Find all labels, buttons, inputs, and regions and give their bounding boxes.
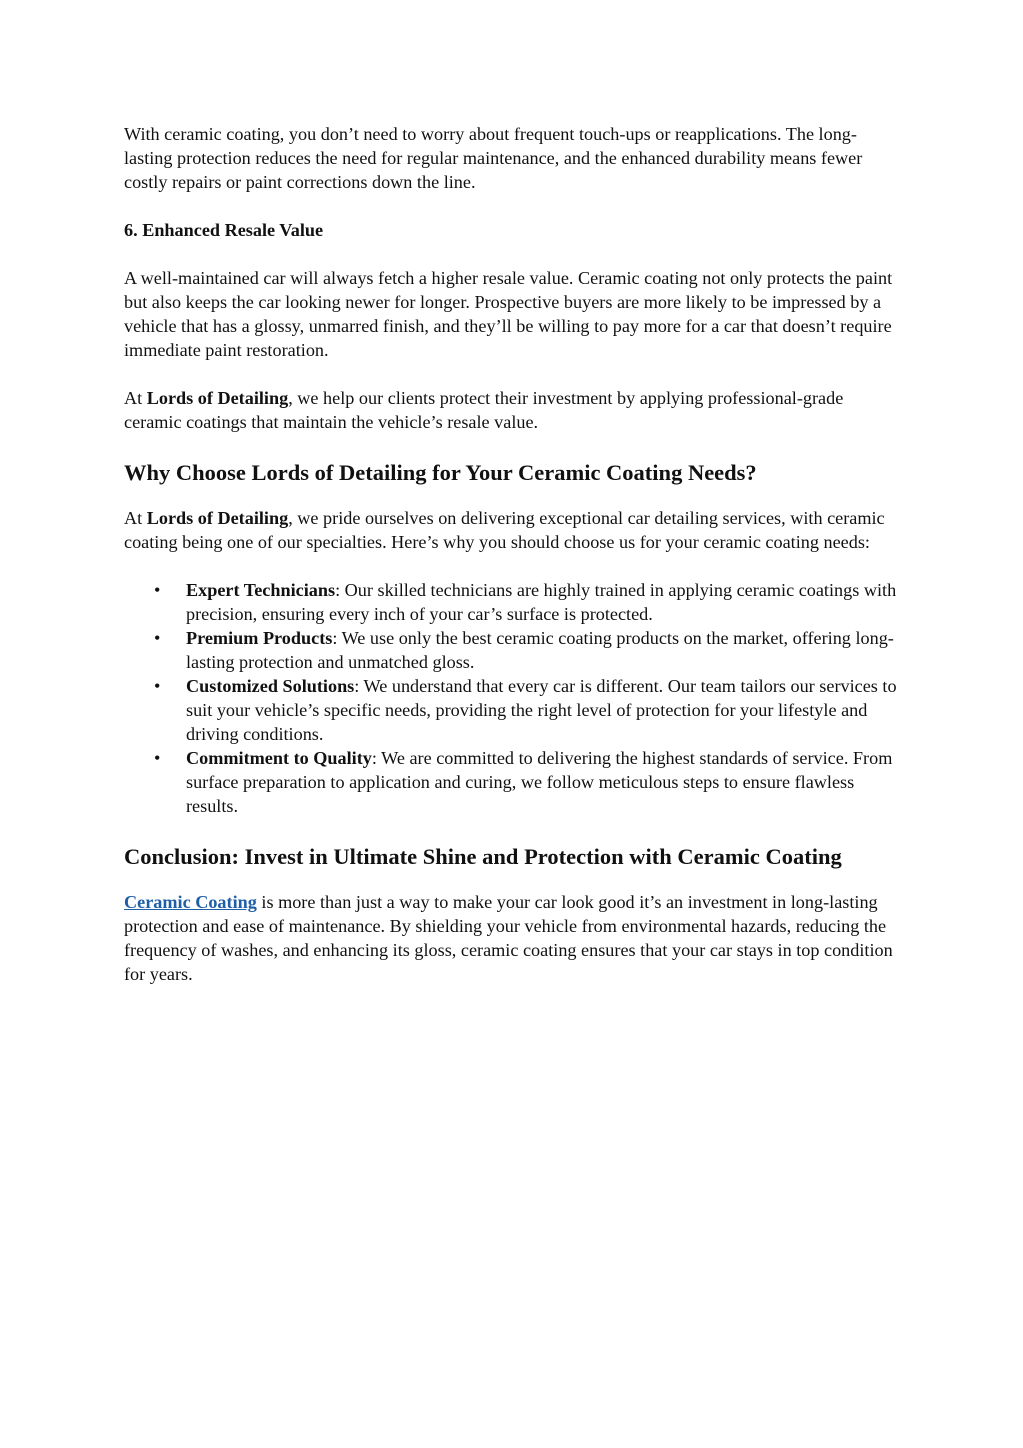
bullet-icon: • — [154, 748, 161, 768]
conclusion-rest: is more than just a way to make your car look good it’s an investment in long-lasting protection and ease of maintenance. By shielding your vehicle from environmental hazards, reducing the frequency of washes, and enhancing its gloss, ceramic coating ensures that your car stays in top condition for years. — [124, 892, 893, 984]
conclusion-heading: Conclusion: Invest in Ultimate Shine and Protection with Ceramic Coating — [124, 844, 842, 869]
list-item-text: : We understand that every car is different. Our team tailors our services to suit your vehicle’s specific needs, providing the right level of protection for your lifestyle and driving conditions. — [186, 676, 897, 744]
list-item-title: Premium Products — [186, 628, 333, 648]
bullet-icon: • — [154, 580, 161, 600]
bullet-icon: • — [154, 628, 161, 648]
list-item-text: : We are committed to delivering the highest standards of service. From surface preparation to application and curing, we follow meticulous steps to ensure flawless results. — [186, 748, 893, 816]
resale-value-paragraph: A well-maintained car will always fetch a higher resale value. Ceramic coating not only protects the paint but also keeps the car looking newer for longer. Prospective buyers are more likely to be impressed by a vehicle that has a glossy, unmarred finish, and they’ll be willing to pay more for a car that doesn’t require immediate paint restoration. — [124, 268, 893, 360]
lords-investment-paragraph — [124, 386, 904, 434]
list-item-customized-solutions — [124, 674, 904, 746]
why-choose-rest: , we pride ourselves on delivering exceptional car detailing services, with ceramic coating being one of our specialties. Here’s why you should choose us for your ceramic coating needs: — [124, 508, 885, 552]
list-item-expert-technicians — [124, 578, 904, 626]
why-choose-intro — [124, 506, 904, 554]
lords-rest: , we help our clients protect their investment by applying professional-grade ceramic coatings that maintain the vehicle’s resale value. — [124, 388, 844, 432]
list-item-text: : Our skilled technicians are highly trained in applying ceramic coatings with precision, ensuring every inch of your car’s surface is protected. — [186, 580, 897, 624]
ceramic-coating-link[interactable]: Ceramic Coating — [124, 892, 257, 912]
list-item-text: : We use only the best ceramic coating products on the market, offering long-lasting protection and unmatched gloss. — [186, 628, 894, 672]
why-choose-heading: Why Choose Lords of Detailing for Your Ceramic Coating Needs? — [124, 460, 757, 485]
why-choose-lords-name: Lords of Detailing — [146, 508, 289, 528]
lords-name: Lords of Detailing — [146, 388, 289, 408]
reasons-list — [124, 578, 904, 818]
document-page — [124, 122, 904, 1010]
list-item-premium-products — [124, 626, 904, 674]
list-item-title: Commitment to Quality — [186, 748, 372, 768]
list-item-title: Expert Technicians — [186, 580, 336, 600]
lords-prefix: At — [124, 388, 147, 408]
list-item-commitment-to-quality — [124, 746, 904, 818]
intro-paragraph: With ceramic coating, you don’t need to worry about frequent touch-ups or reapplications. The long-lasting protection reduces the need for regular maintenance, and the enhanced durability means fewer costly repairs or paint corrections down the line. — [124, 124, 863, 192]
bullet-icon: • — [154, 676, 161, 696]
list-item-title: Customized Solutions — [186, 676, 355, 696]
conclusion-paragraph — [124, 890, 904, 986]
section-heading-resale-value: 6. Enhanced Resale Value — [124, 220, 324, 240]
why-choose-prefix: At — [124, 508, 147, 528]
